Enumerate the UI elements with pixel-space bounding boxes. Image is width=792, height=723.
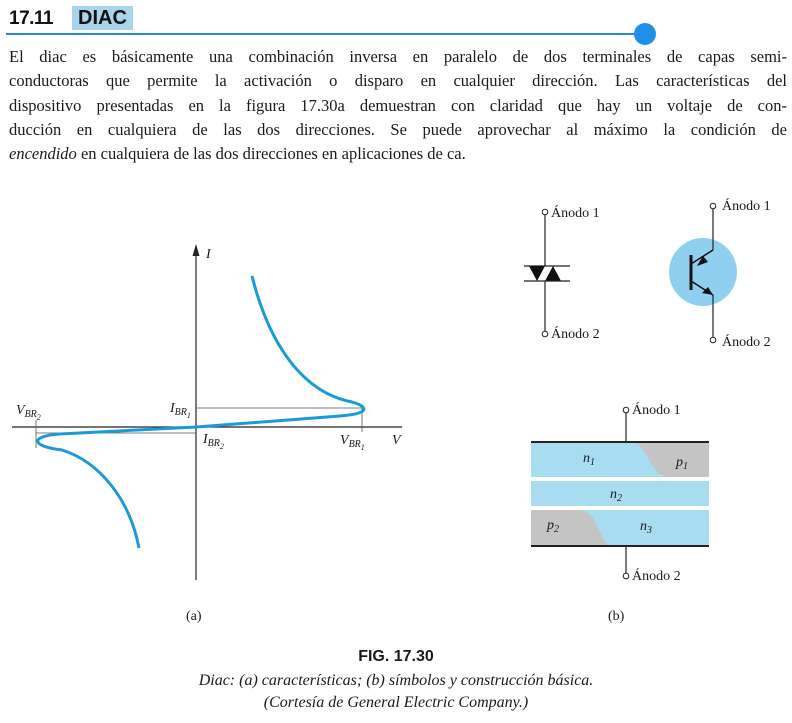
section-title: DIAC: [72, 6, 133, 30]
y-axis-arrow-icon: [193, 244, 200, 256]
characteristic-graph: [12, 244, 402, 624]
paragraph-line: ducción en cualquiera de las dos direcciones. Se puede aprovechar al máximo la condición de: [9, 119, 787, 139]
figure-caption-line2: (Cortesía de General Electric Company.): [263, 694, 529, 711]
label-p1: $p_1$: [676, 455, 688, 472]
terminal-dot: [623, 573, 629, 579]
junction-band-bottom: [531, 506, 709, 510]
paragraph-line: El diac es básicamente una combinación inversa en paralelo de dos terminales de capas semi-: [9, 47, 787, 66]
caption-a: (a): [186, 609, 202, 624]
construction-anode1-label: Ánodo 1: [632, 403, 681, 418]
terminal-dot: [542, 209, 548, 215]
transistor-anode1-label: Ánodo 1: [722, 199, 771, 214]
junction-band-top: [531, 477, 709, 481]
diac-characteristic-curve: [38, 276, 364, 548]
figure-title: FIG. 17.30: [358, 648, 434, 665]
caption-b: (b): [608, 609, 625, 624]
transistor-anode2-label: Ánodo 2: [722, 335, 771, 350]
terminal-dot: [542, 331, 548, 337]
label-n1: $n_1$: [583, 451, 595, 468]
construction-diagram: [531, 401, 709, 624]
label-vbr1: $V_{BR1}$: [340, 433, 365, 452]
axis-label-i: I: [206, 247, 211, 262]
diac-diode-symbol: [524, 204, 600, 342]
construction-anode2-label: Ánodo 2: [632, 569, 681, 584]
triangle-down-icon: [529, 266, 545, 281]
section-number: 17.11: [9, 8, 53, 29]
label-n3: $n_3$: [640, 519, 652, 536]
label-n2: $n_2$: [610, 487, 622, 504]
symbol-circle: [669, 238, 737, 306]
emphasis-encendido: encendido: [9, 144, 77, 164]
paragraph-line-rest: en cualquiera de las dos direcciones en aplicaciones de ca.: [76, 144, 466, 164]
terminal-dot: [710, 203, 716, 209]
figure-caption-line1: Diac: (a) características; (b) símbolos y construcción básica.: [198, 672, 594, 689]
label-ibr2: $I_{BR2}$: [203, 432, 224, 451]
label-ibr1: $I_{BR1}$: [170, 401, 191, 420]
triangle-up-icon: [545, 266, 561, 281]
diac-transistor-symbol: [669, 197, 771, 350]
diode-anode1-label: Ánodo 1: [551, 206, 600, 221]
paragraph-line: conductoras que permite la activación o disparo en cualquier dirección. Las características del: [9, 71, 787, 91]
terminal-dot: [623, 407, 629, 413]
label-vbr2: $V_{BR2}$: [16, 403, 41, 422]
axis-label-v: V: [392, 433, 401, 448]
paragraph-line: dispositivo presentadas en la figura 17.30a demuestran con claridad que hay un voltaje de con-: [9, 95, 787, 115]
label-p2: $p_2$: [547, 518, 559, 535]
terminal-dot: [710, 337, 716, 343]
diode-anode2-label: Ánodo 2: [551, 327, 600, 342]
